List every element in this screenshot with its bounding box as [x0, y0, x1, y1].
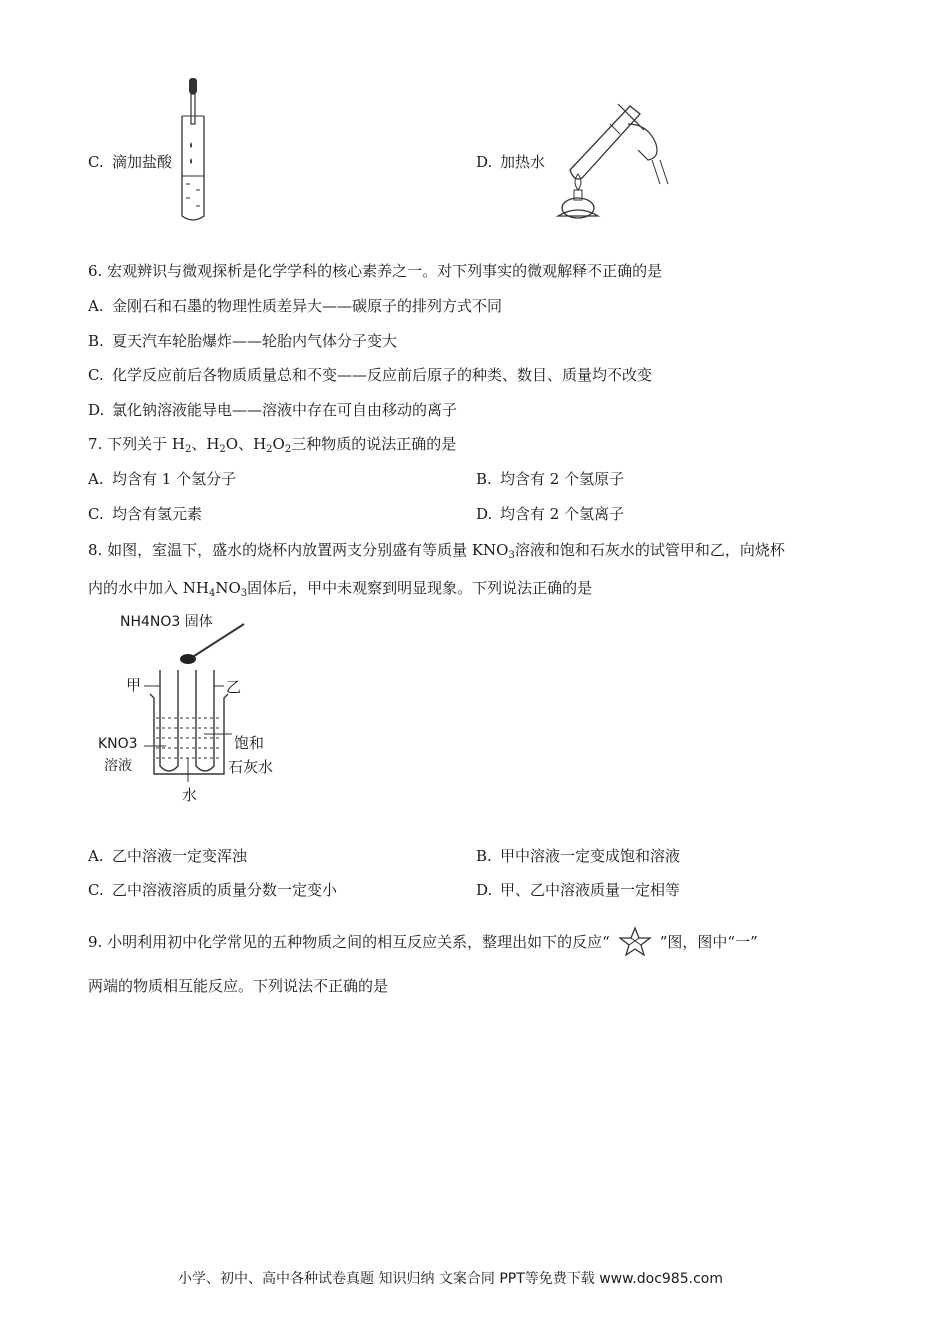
heating-water-figure: [548, 94, 678, 222]
option-letter: D.: [476, 505, 493, 523]
option-text: 均含有 2 个氢离子: [500, 505, 625, 523]
option-text: 夏天汽车轮胎爆炸——轮胎内气体分子变大: [112, 332, 398, 350]
fig-label-yi: 乙: [226, 678, 242, 696]
option-text: 乙中溶液一定变浑浊: [112, 847, 248, 865]
q8-text: NO: [215, 579, 241, 597]
beaker-test-tubes-figure: [96, 606, 296, 806]
option-text: 甲、乙中溶液质量一定相等: [500, 881, 681, 899]
option-letter: B.: [476, 847, 492, 865]
dropper-test-tube-figure: [178, 76, 212, 224]
fig-label-limewater: 石灰水: [228, 758, 274, 776]
fig-label-kno3: KNO3: [98, 736, 138, 752]
q7-stem-part: 三种物质的说法正确的是: [291, 435, 457, 453]
option-letter: C.: [88, 505, 104, 523]
subscript: 3: [240, 588, 248, 599]
option-text: 均含有 1 个氢分子: [112, 470, 237, 488]
q7-option-c: [88, 504, 202, 524]
q8-stem-line1: [88, 540, 785, 560]
q8-stem-line2: [88, 578, 592, 598]
star-icon: [618, 926, 652, 956]
option-letter: B.: [476, 470, 492, 488]
option-text: 乙中溶液溶质的质量分数一定变小: [112, 881, 338, 899]
q8-option-b: [476, 846, 680, 866]
q9-text: 9. 小明利用初中化学常见的五种物质之间的相互反应关系，整理出如下的反应“: [88, 933, 610, 951]
q7-option-b: [476, 469, 624, 489]
fig-label-saturated: 饱和: [234, 734, 265, 752]
subscript: 2: [266, 444, 273, 455]
subscript: 4: [208, 588, 216, 599]
option-text: 氯化钠溶液能导电——溶液中存在可自由移动的离子: [112, 401, 458, 419]
option-letter: A.: [88, 847, 104, 865]
option-letter: D.: [476, 153, 493, 171]
q6-option-c: [88, 365, 652, 385]
subscript: 2: [184, 444, 192, 455]
fig-solid-label: NH4NO3 固体: [120, 614, 213, 630]
option-text: 甲中溶液一定变成饱和溶液: [500, 847, 681, 865]
option-letter: C.: [88, 881, 104, 899]
q8-text: 内的水中加入 NH: [88, 579, 209, 597]
option-text: 均含有氢元素: [112, 505, 203, 523]
subscript: 2: [219, 444, 226, 455]
subscript: 3: [508, 550, 515, 561]
fig-label-water: 水: [182, 786, 198, 804]
page-footer: 小学、初中、高中各种试卷真题 知识归纳 文案合同 PPT等免费下载 www.doc985.com: [178, 1271, 723, 1287]
q5-option-c: [88, 152, 172, 172]
q8-option-a: [88, 846, 247, 866]
q6-stem: 6. 宏观辨识与微观探析是化学学科的核心素养之一。对下列事实的微观解释不正确的是: [88, 262, 663, 280]
option-text: 加热水: [500, 153, 546, 171]
q7-stem-part: 、H: [191, 435, 220, 453]
option-text: 化学反应前后各物质质量总和不变——反应前后原子的种类、数目、质量均不改变: [112, 366, 653, 384]
option-letter: D.: [476, 881, 493, 899]
fig-label-jia: 甲: [126, 676, 142, 694]
option-letter: D.: [88, 401, 105, 419]
q5-option-d: [476, 152, 545, 172]
option-letter: A.: [88, 297, 104, 315]
q7-option-d: [476, 504, 624, 524]
fig-label-solution: 溶液: [104, 758, 132, 774]
option-letter: C.: [88, 153, 104, 171]
q9-stem-line1: [88, 926, 758, 956]
q7-stem-part: O、H: [225, 435, 267, 453]
q8-text: 固体后，甲中未观察到明显现象。下列说法正确的是: [247, 579, 593, 597]
option-text: 金刚石和石墨的物理性质差异大——碳原子的排列方式不同: [112, 297, 503, 315]
q8-option-c: [88, 880, 337, 900]
q6-option-a: [88, 296, 502, 316]
q9-text: ”图，图中“一”: [659, 933, 758, 951]
q8-text: 溶液和饱和石灰水的试管甲和乙，向烧杯: [514, 541, 785, 559]
q8-text: 8. 如图，室温下，盛水的烧杯内放置两支分别盛有等质量 KNO: [88, 541, 509, 559]
option-letter: A.: [88, 470, 104, 488]
subscript: 2: [284, 444, 292, 455]
option-letter: B.: [88, 332, 104, 350]
q7-stem: [88, 434, 456, 454]
option-text: 均含有 2 个氢原子: [500, 470, 625, 488]
q7-stem-part: 7. 下列关于 H: [88, 435, 185, 453]
q7-stem-part: O: [272, 435, 285, 453]
q8-option-d: [476, 880, 680, 900]
q6-option-b: [88, 331, 397, 351]
option-text: 滴加盐酸: [112, 153, 173, 171]
q7-option-a: [88, 469, 236, 489]
option-letter: C.: [88, 366, 104, 384]
q6-option-d: [88, 400, 457, 420]
q9-stem-line2: 两端的物质相互能反应。下列说法不正确的是: [88, 977, 389, 995]
